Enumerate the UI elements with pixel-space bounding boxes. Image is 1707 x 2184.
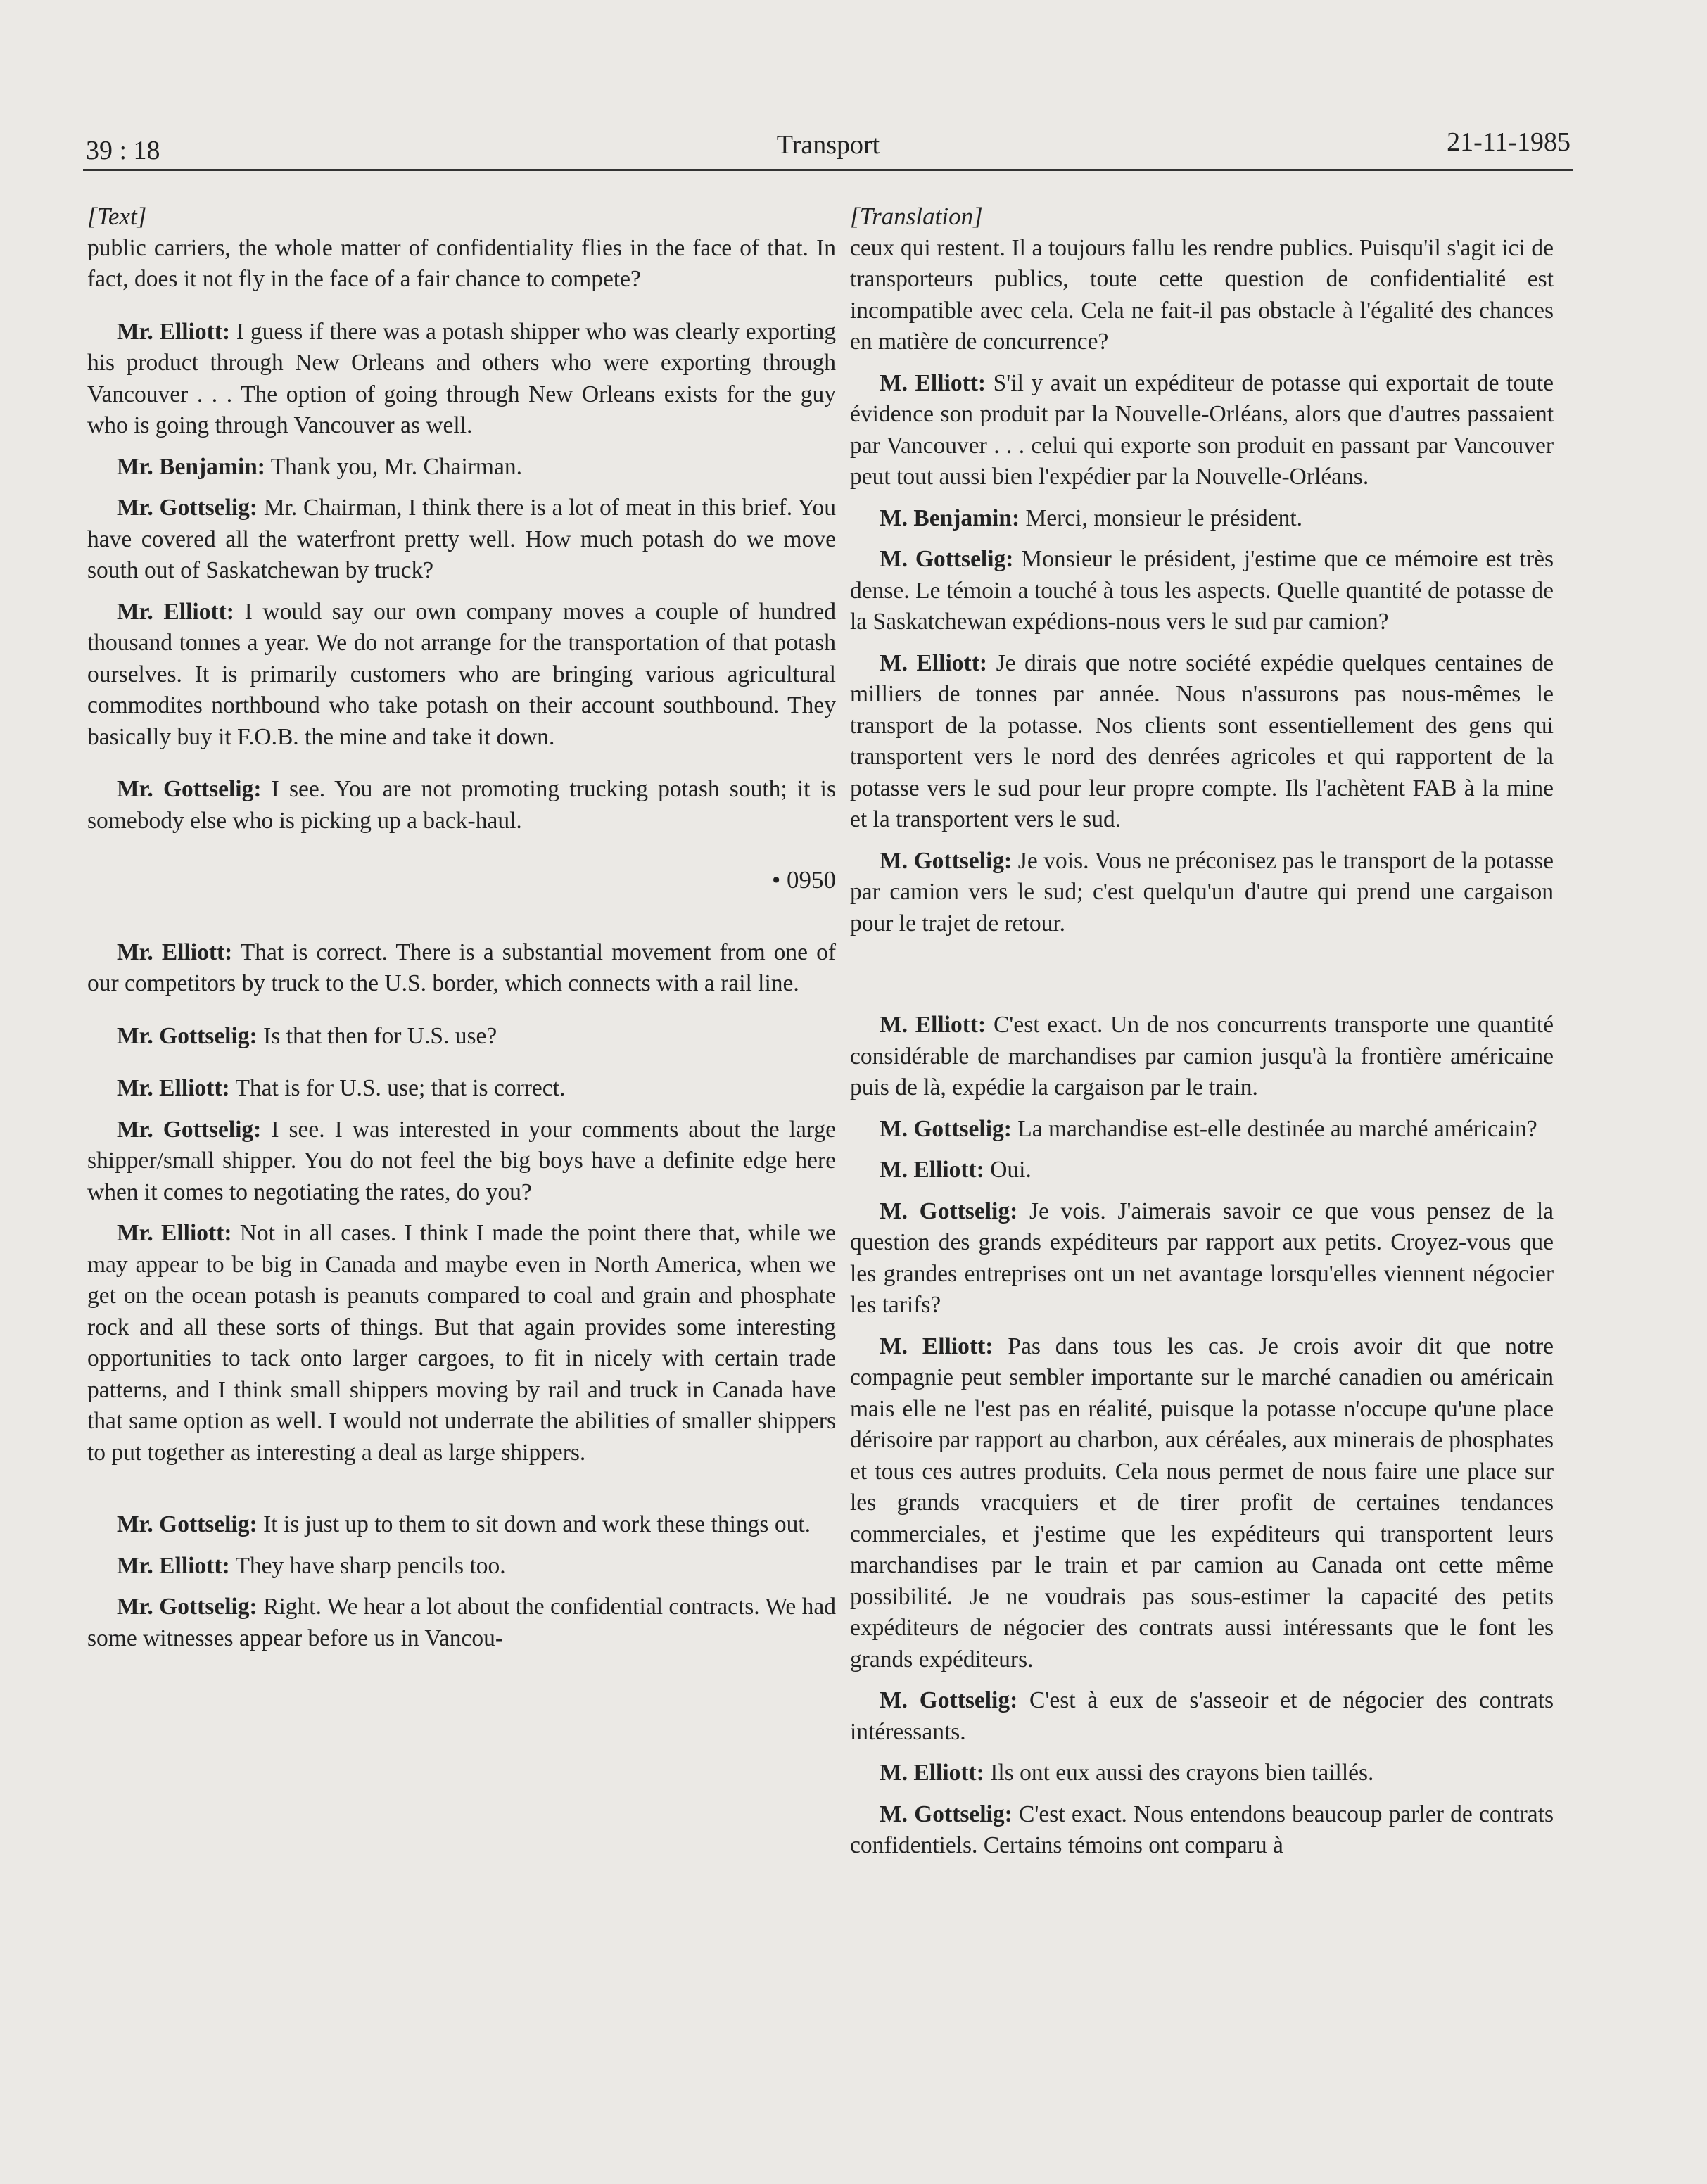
paragraph: M. Elliott: Pas dans tous les cas. Je crois avoir dit que notre compagnie peut sembler importante sur le marché canadien ou américain mais elle ne l'est pas en réalité, puisque la potasse n'occupe qu'une place dérisoire par rapport au charbon, aux céréales, aux minerais de phosphates et tous ces autres produits. Cela nous permet de nous faire une place sur les grands vracquiers et de tirer profit de certaines tendances commerciales, et j'estime que les expéditeurs qui transportent leurs marchandises par le train et par camion au Canada ont cette même possibilité. Je ne voudrais pas sous-estimer la capacité des petits expéditeurs de négocier des contrats aussi intéressants que le font les grands expéditeurs. xyxy=(850,1333,1554,1672)
speaker-name: M. Elliott: xyxy=(880,369,986,396)
speaker-name: Mr. Elliott: xyxy=(117,1075,230,1101)
speaker-name: M. Gottselig: xyxy=(880,1198,1018,1224)
paragraph: Mr. Elliott: They have sharp pencils too. xyxy=(117,1552,506,1579)
paragraph: M. Gottselig: C'est exact. Nous entendons beaucoup parler de contrats confidentiels. Certains témoins ont comparu à xyxy=(850,1801,1554,1858)
paragraph: M. Gottselig: Monsieur le président, j'estime que ce mémoire est très dense. Le témoin a touché à tous les aspects. Quelle quantité de potasse de la Saskatchewan expédions-nous vers le sud par camion? xyxy=(850,546,1554,635)
paragraph: Mr. Gottselig: Right. We hear a lot about the confidential contracts. We had some witnesses appear before us in Vancou- xyxy=(87,1594,836,1651)
paragraph: Mr. Gottselig: I see. You are not promoting trucking potash south; it is somebody else who is picking up a back-haul. xyxy=(87,776,836,834)
speaker-name: M. Elliott: xyxy=(880,1012,986,1038)
speaker-name: Mr. Gottselig: xyxy=(117,1594,258,1620)
speaker-name: Mr. Gottselig: xyxy=(117,495,258,521)
speaker-name: M. Elliott: xyxy=(880,1333,994,1359)
paragraph: Mr. Gottselig: Is that then for U.S. use? xyxy=(117,1022,497,1049)
speaker-name: M. Gottselig: xyxy=(880,546,1014,572)
paragraph: Mr. Elliott: That is for U.S. use; that is correct. xyxy=(117,1075,566,1101)
speaker-name: Mr. Gottselig: xyxy=(117,1022,258,1049)
paragraph: M. Gottselig: Je vois. Vous ne préconisez pas le transport de la potasse par camion vers le sud; c'est quelqu'un d'autre qui prend une cargaison pour le trajet de retour. xyxy=(850,847,1554,937)
page-reference: 39 : 18 xyxy=(86,136,160,165)
paragraph: M. Benjamin: Merci, monsieur le président. xyxy=(880,504,1303,531)
speaker-name: Mr. Gottselig: xyxy=(117,1116,262,1143)
speaker-name: Mr. Gottselig: xyxy=(117,1511,258,1537)
running-title: Transport xyxy=(776,130,880,160)
speaker-name: Mr. Elliott: xyxy=(117,318,231,345)
speaker-name: Mr. Gottselig: xyxy=(117,776,262,802)
paragraph: M. Elliott: C'est exact. Un de nos concurrents transporte une quantité considérable de marchandises par camion jusqu'à la frontière américaine puis de là, expédie la cargaison par le train. xyxy=(850,1012,1554,1100)
paragraph: M. Gottselig: La marchandise est-elle destinée au marché américain? xyxy=(880,1115,1537,1142)
paragraph: M. Elliott: S'il y avait un expéditeur de potasse qui exportait de toute évidence son produit par la Nouvelle-Orléans, alors que d'autres passaient par Vancouver . . . celui qui exporte son produit en passant par Vancouver peut tout aussi bien l'expédier par la Nouvelle-Orléans. xyxy=(850,369,1554,490)
paragraph: Mr. Elliott: Not in all cases. I think I made the point there that, while we may appear to be big in Canada and maybe even in North America, when we get on the ocean potash is peanuts compared to coal and grain and phosphate rock and all these sorts of things. But that again provides some interesting opportunities to tack onto larger cargoes, to fit in nicely with certain trade patterns, and I think small shippers moving by rail and truck in Canada have that same option as well. I would not underrate the abilities of smaller shippers to put together as interesting a deal as large shippers. xyxy=(87,1220,837,1466)
paragraph: M. Gottselig: Je vois. J'aimerais savoir ce que vous pensez de la question des grands expéditeurs par rapport aux petits. Croyez-vous que les grandes entreprises ont un net avantage lorsqu'elles viennent négocier les tarifs? xyxy=(850,1198,1554,1318)
speaker-name: M. Elliott: xyxy=(880,1157,984,1183)
french-column xyxy=(850,201,1554,1872)
header-date: 21-11-1985 xyxy=(1447,127,1570,157)
english-column xyxy=(87,201,836,1664)
speaker-name: M. Elliott: xyxy=(880,1760,984,1786)
paragraph: M. Elliott: Oui. xyxy=(880,1157,1032,1183)
speaker-name: M. Gottselig: xyxy=(880,847,1013,874)
speaker-name: M. Gottselig: xyxy=(880,1115,1012,1142)
paragraph: Mr. Benjamin: Thank you, Mr. Chairman. xyxy=(117,453,522,480)
speaker-name: Mr. Benjamin: xyxy=(117,453,265,480)
speaker-name: Mr. Elliott: xyxy=(117,1552,230,1579)
paragraph: Mr. Gottselig: It is just up to them to sit down and work these things out. xyxy=(117,1511,811,1537)
section-label: [Translation] xyxy=(850,203,983,230)
speaker-name: M. Elliott: xyxy=(880,649,988,676)
speaker-name: M. Gottselig: xyxy=(880,1687,1018,1713)
paragraph: Mr. Elliott: I guess if there was a potash shipper who was clearly exporting his product through New Orleans and others who were exporting through Vancouver . . . The option of going through New Orleans exists for the guy who is going through Vancouver as well. xyxy=(87,318,836,438)
speaker-name: Mr. Elliott: xyxy=(117,1220,232,1246)
paragraph: M. Elliott: Ils ont eux aussi des crayons bien taillés. xyxy=(880,1760,1374,1786)
paragraph: Mr. Elliott: That is correct. There is a substantial movement from one of our competitors by truck to the U.S. border, which connects with a rail line. xyxy=(87,939,836,996)
paragraph: ceux qui restent. Il a toujours fallu les rendre publics. Puisqu'il s'agit ici de transporteurs publics, toute cette question de confidentialité est incompatible avec cela. Cela ne fait-il pas obstacle à l'égalité des chances en matière de concurrence? xyxy=(850,234,1554,355)
paragraph: M. Gottselig: C'est à eux de s'asseoir et de négocier des contrats intéressants. xyxy=(850,1687,1554,1745)
paragraph: Mr. Gottselig: I see. I was interested in your comments about the large shipper/small shipper. You do not feel the big boys have a definite edge here when it comes to negotiating the rates, do you? xyxy=(87,1116,837,1205)
page-header xyxy=(83,127,1573,171)
paragraph: M. Elliott: Je dirais que notre société expédie quelques centaines de milliers de tonnes par année. Nous n'assurons pas nous-mêmes le transport de la potasse. Nos clients sont essentiellement des gens qui transportent vers le nord des denrées agricoles et qui rapportent de la potasse vers le sud pour leur propre compte. Ils l'achètent FAB à la mine et la transportent vers le sud. xyxy=(850,649,1554,832)
speaker-name: M. Gottselig: xyxy=(880,1801,1013,1827)
speaker-name: Mr. Elliott: xyxy=(117,598,234,625)
section-label: [Text] xyxy=(87,203,147,230)
paragraph: public carriers, the whole matter of confidentiality flies in the face of that. In fact, does it not fly in the face of a fair chance to compete? xyxy=(87,234,836,292)
paragraph: Mr. Elliott: I would say our own company moves a couple of hundred thousand tonnes a year. We do not arrange for the transportation of that potash ourselves. It is primarily customers who are bringing various agricultural commodites northbound who take potash on their account southbound. They basically buy it F.O.B. the mine and take it down. xyxy=(87,598,837,750)
paragraph: Mr. Gottselig: Mr. Chairman, I think there is a lot of meat in this brief. You have covered all the waterfront pretty well. How much potash do we move south out of Saskatchewan by truck? xyxy=(87,495,836,583)
speaker-name: Mr. Elliott: xyxy=(117,939,233,965)
speaker-name: M. Benjamin: xyxy=(880,504,1020,531)
time-marker: • 0950 xyxy=(771,866,836,894)
